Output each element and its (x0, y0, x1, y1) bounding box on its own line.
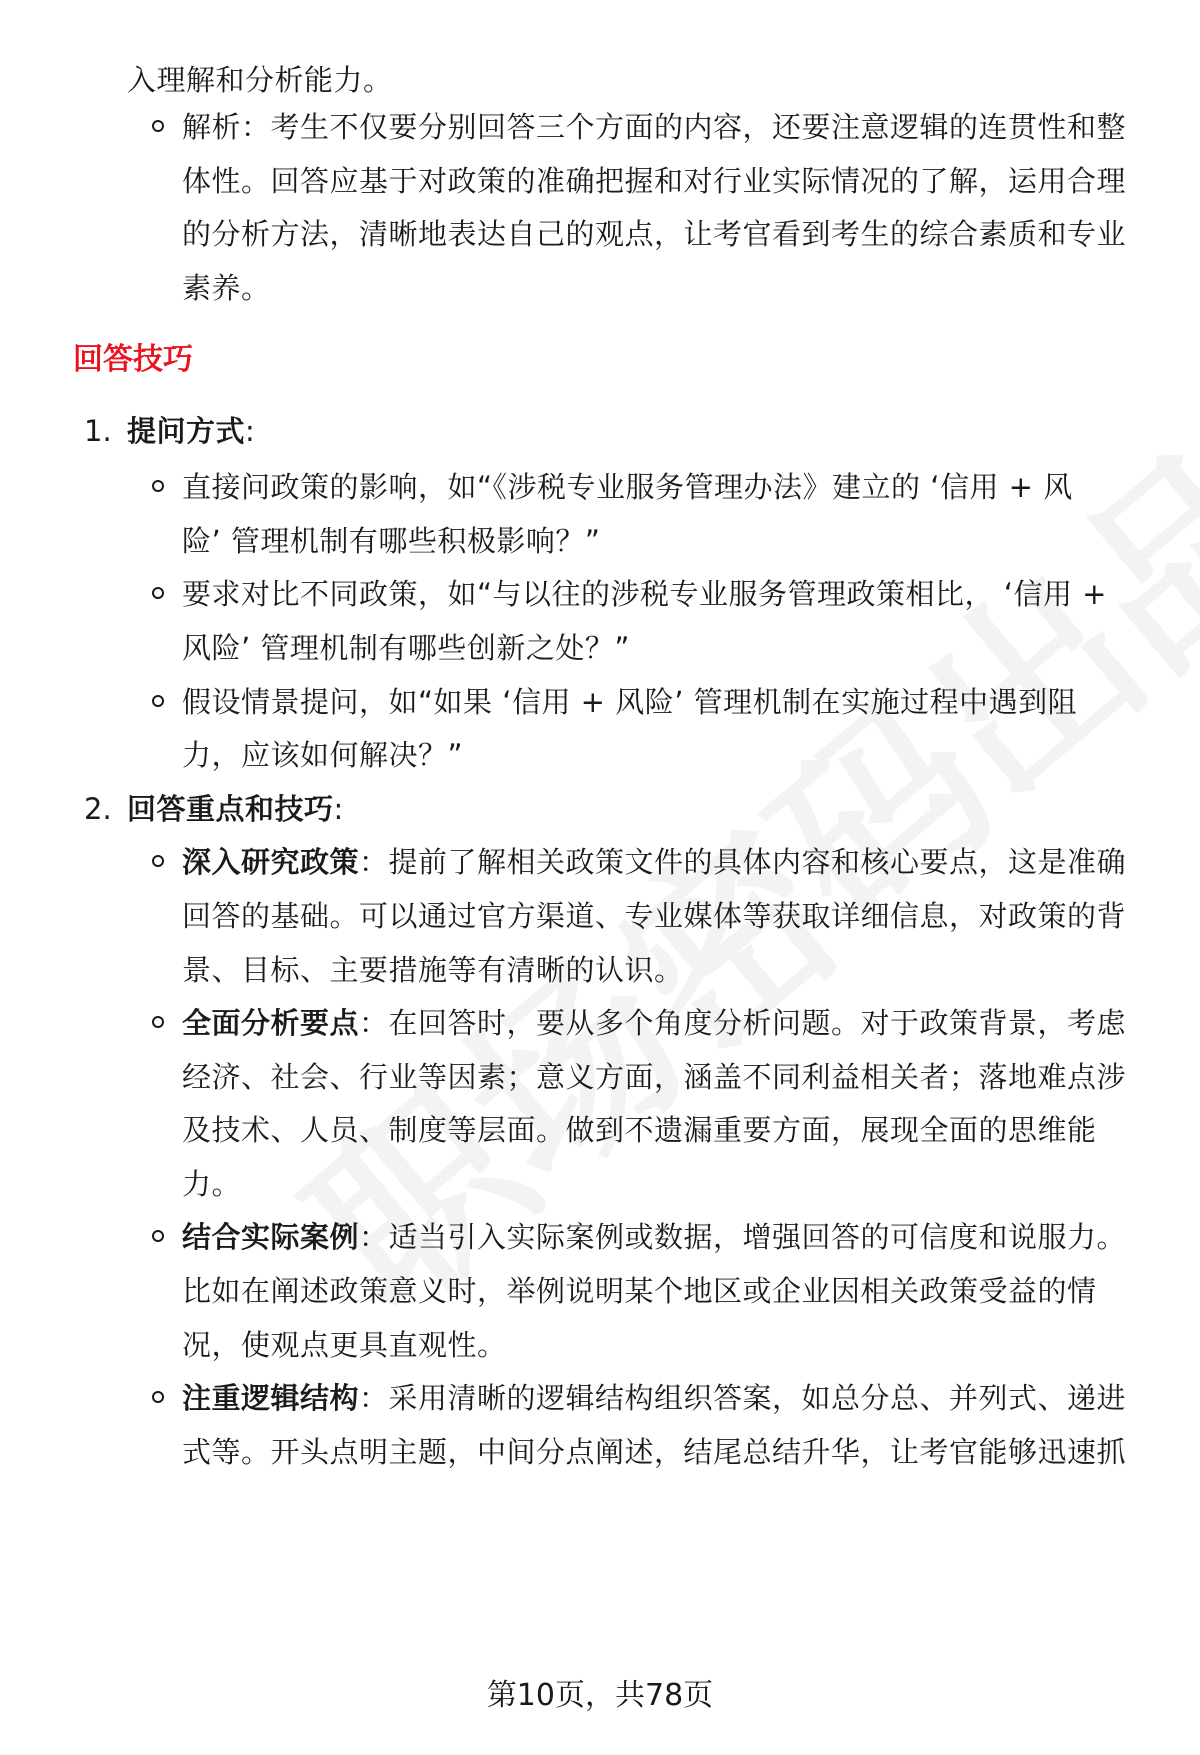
bullet-line: 经济、社会、行业等因素；意义方面，涵盖不同利益相关者；落地难点涉 (182, 1060, 1127, 1094)
list-number: 1. (84, 414, 112, 448)
bullet-line: 险’ 管理机制有哪些积极影响？” (182, 524, 601, 558)
bullet-circle-icon (152, 1016, 164, 1028)
bullet-line: 回答的基础。可以通过官方渠道、专业媒体等获取详细信息，对政策的背 (182, 899, 1127, 933)
bullet-circle-icon (152, 587, 164, 599)
bullet-circle-icon (152, 1230, 164, 1242)
intro-line: 入理解和分析能力。 (127, 63, 393, 97)
bullet-circle-icon (152, 1391, 164, 1403)
bullet-circle-icon (152, 480, 164, 492)
analysis-line: 素养。 (182, 271, 271, 305)
bullet-line: 直接问政策的影响，如“《涉税专业服务管理办法》建立的 ‘信用 + 风 (182, 470, 1073, 504)
bullet-line: 及技术、人员、制度等层面。做到不遗漏重要方面，展现全面的思维能 (182, 1113, 1097, 1147)
bullet-circle-icon (152, 120, 164, 132)
bullet-line: 比如在阐述政策意义时，举例说明某个地区或企业因相关政策受益的情 (182, 1274, 1097, 1308)
bullet-line: 力。 (182, 1167, 242, 1201)
bullet-line: 景、目标、主要措施等有清晰的认识。 (182, 953, 684, 987)
bullet-line: 注重逻辑结构：采用清晰的逻辑结构组织答案，如总分总、并列式、递进 (182, 1381, 1127, 1415)
bullet-circle-icon (152, 855, 164, 867)
analysis-line: 的分析方法，清晰地表达自己的观点，让考官看到考生的综合素质和专业 (182, 217, 1127, 251)
analysis-line: 解析：考生不仅要分别回答三个方面的内容，还要注意逻辑的连贯性和整 (182, 110, 1127, 144)
bullet-line: 式等。开头点明主题，中间分点阐述，结尾总结升华，让考官能够迅速抓 (182, 1435, 1127, 1469)
list-item-title: 回答重点和技巧: (127, 792, 344, 826)
analysis-line: 体性。回答应基于对政策的准确把握和对行业实际情况的了解，运用合理 (182, 164, 1127, 198)
bullet-circle-icon (152, 695, 164, 707)
bullet-line: 全面分析要点：在回答时，要从多个角度分析问题。对于政策背景，考虑 (182, 1006, 1127, 1040)
bullet-line: 风险’ 管理机制有哪些创新之处？” (182, 631, 630, 665)
bullet-line: 况，使观点更具直观性。 (182, 1328, 507, 1362)
list-number: 2. (84, 792, 112, 826)
section-heading: 回答技巧 (73, 342, 193, 377)
bullet-line: 假设情景提问，如“如果 ‘信用 + 风险’ 管理机制在实施过程中遇到阻 (182, 685, 1078, 719)
bullet-line: 力，应该如何解决？” (182, 738, 464, 772)
list-item-title: 提问方式: (127, 414, 256, 448)
page-number-footer: 第10页，共78页 (486, 1678, 714, 1713)
bullet-line: 结合实际案例：适当引入实际案例或数据，增强回答的可信度和说服力。 (182, 1220, 1127, 1254)
bullet-line: 要求对比不同政策，如“与以往的涉税专业服务管理政策相比， ‘信用 + (182, 577, 1107, 611)
bullet-line: 深入研究政策：提前了解相关政策文件的具体内容和核心要点，这是准确 (182, 845, 1127, 879)
